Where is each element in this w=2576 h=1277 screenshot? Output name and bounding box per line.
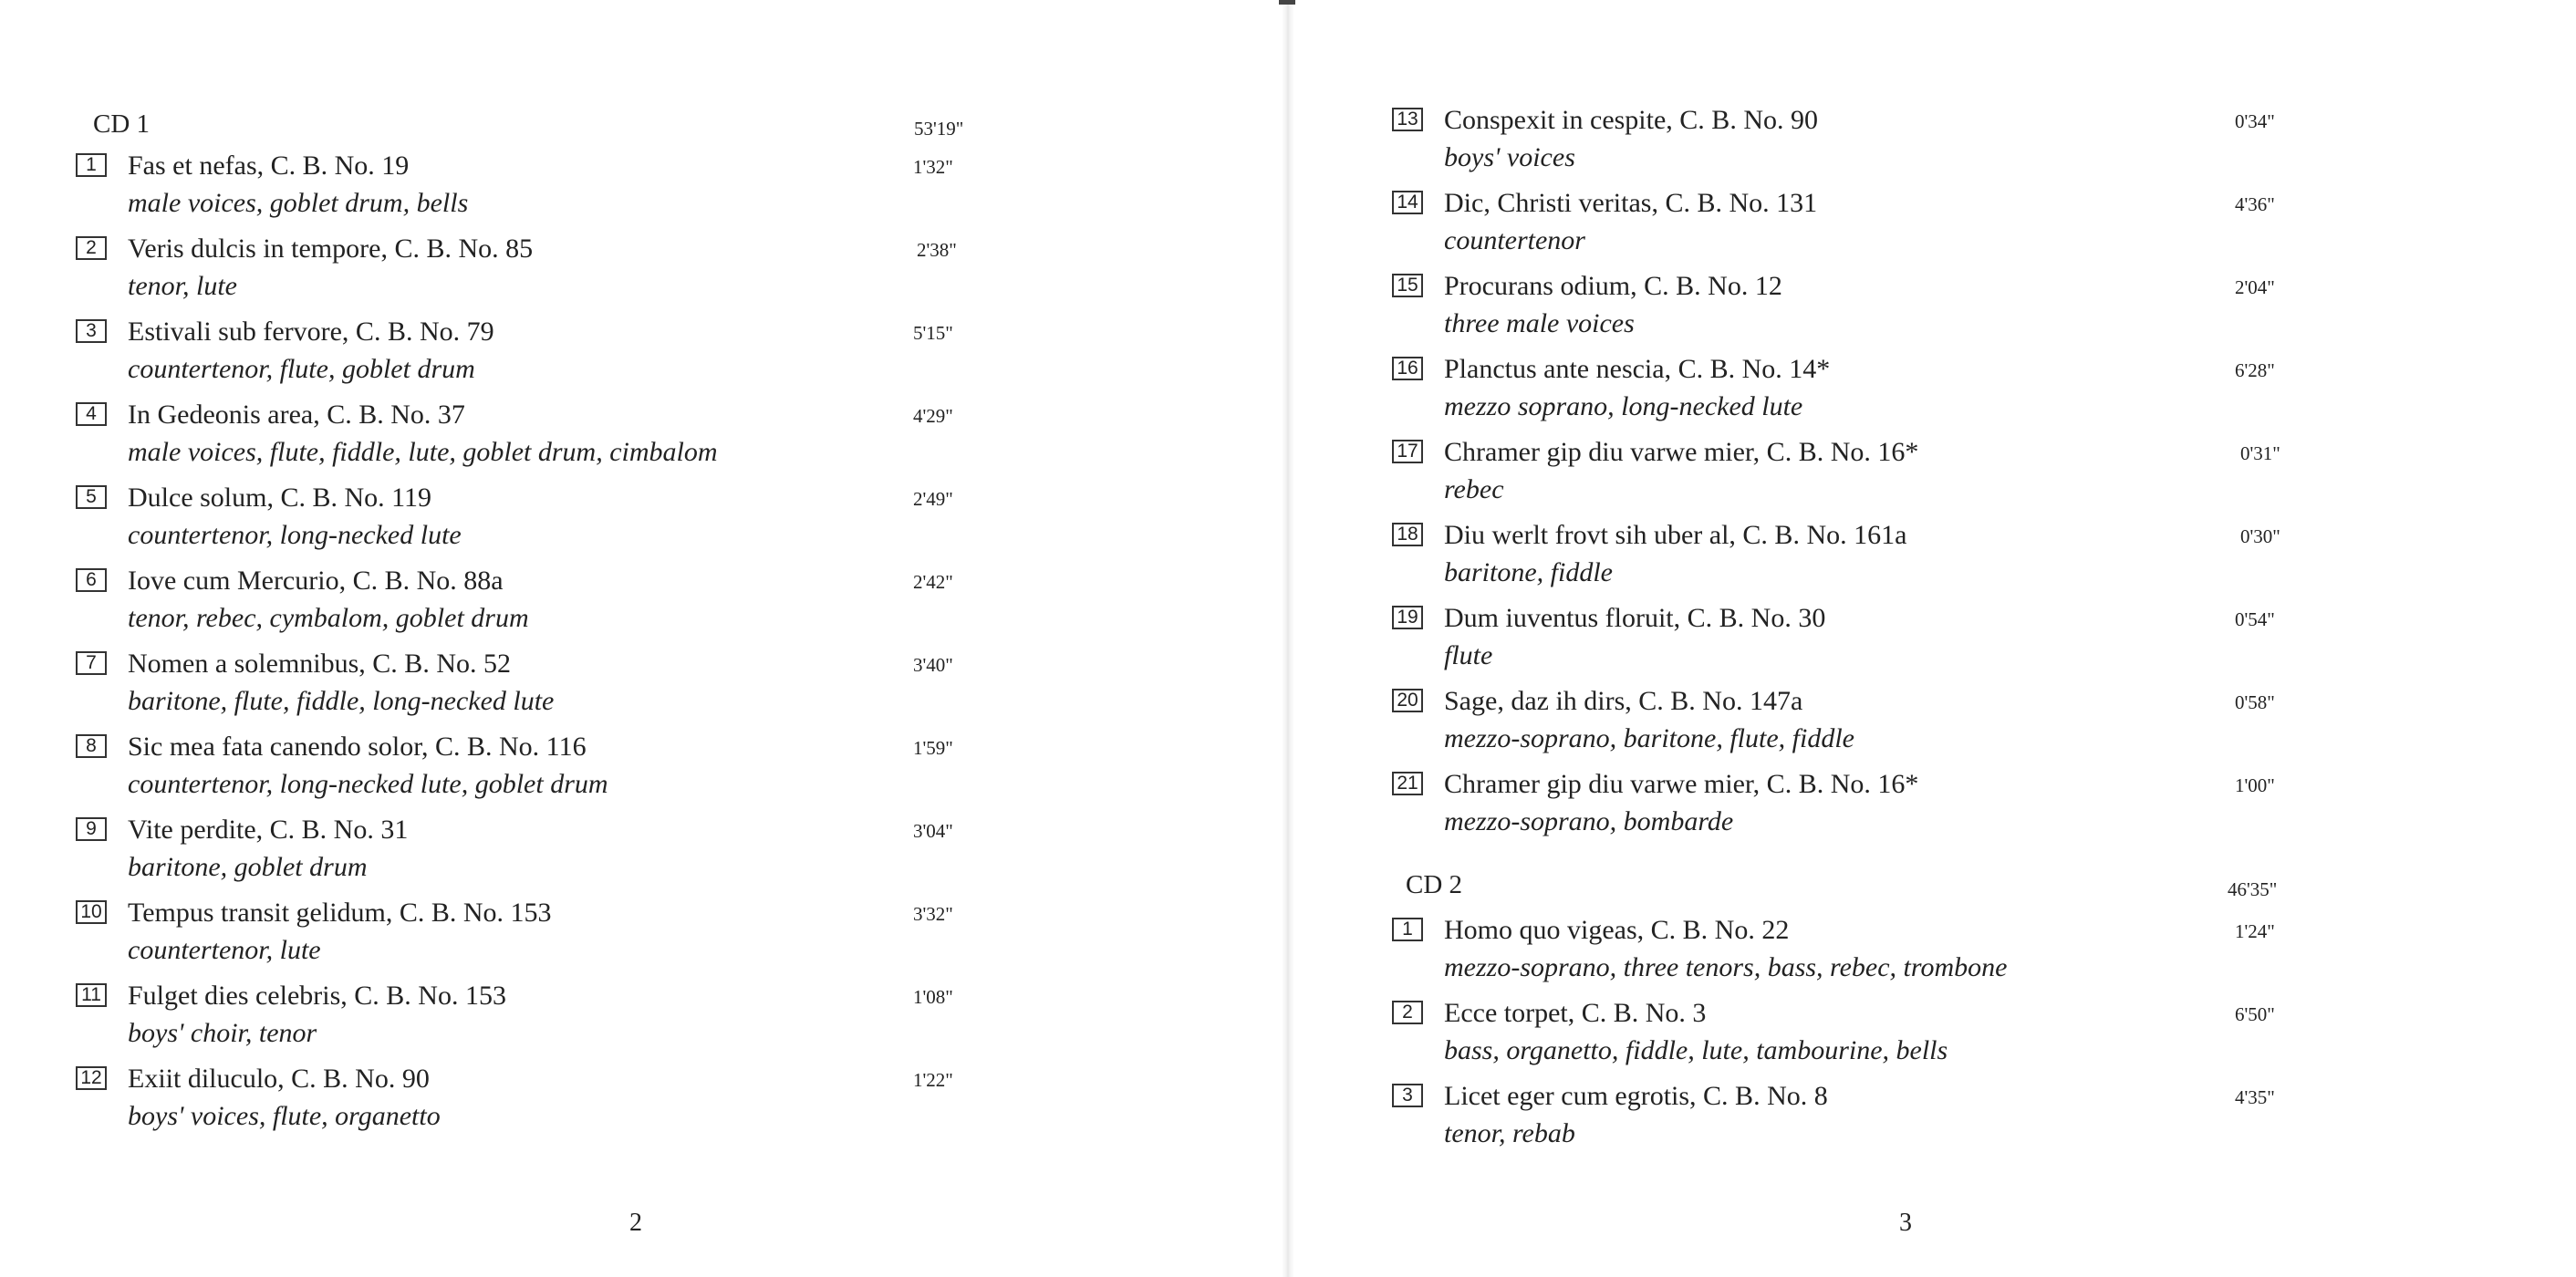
track-performers: baritone, flute, fiddle, long-necked lute [128, 686, 555, 716]
track-performers: boys' voices [1444, 142, 1575, 172]
track-duration: 0'30" [2240, 525, 2280, 547]
track-title: Fulget dies celebris, C. B. No. 153 [128, 981, 506, 1011]
track-duration: 0'31" [2240, 442, 2280, 464]
track-number: 5 [76, 485, 107, 509]
track-cd1-5 [76, 482, 988, 566]
track-performers: rebec [1444, 474, 1504, 504]
track-title: Estivali sub fervore, C. B. No. 79 [128, 317, 494, 347]
track-title: Diu werlt frovt sih uber al, C. B. No. 161a [1444, 520, 1907, 550]
track-title: Sic mea fata canendo solor, C. B. No. 116 [128, 732, 587, 762]
track-title: Tempus transit gelidum, C. B. No. 153 [128, 898, 552, 928]
track-performers: three male voices [1444, 308, 1635, 338]
track-number: 18 [1392, 523, 1423, 546]
track-number: 10 [76, 900, 107, 924]
cd2-label: CD 2 [1406, 870, 1463, 899]
track-duration: 1'00" [2235, 774, 2275, 796]
track-duration: 2'49" [913, 488, 953, 510]
track-cd2-3 [1392, 1080, 2304, 1164]
cd1-label: CD 1 [93, 109, 151, 139]
track-title: Veris dulcis in tempore, C. B. No. 85 [128, 234, 534, 264]
track-title: Licet eger cum egrotis, C. B. No. 8 [1444, 1081, 1828, 1111]
track-number: 16 [1392, 357, 1423, 380]
track-title: Dic, Christi veritas, C. B. No. 131 [1444, 188, 1818, 218]
track-title: Chramer gip diu varwe mier, C. B. No. 16* [1444, 769, 1919, 799]
track-duration: 2'38" [917, 239, 957, 261]
track-performers: baritone, fiddle [1444, 557, 1613, 587]
track-number: 21 [1392, 772, 1423, 795]
track-number: 7 [76, 651, 107, 675]
track-duration: 0'54" [2235, 608, 2275, 630]
track-cd1-18 [1392, 519, 2304, 603]
track-title: Dum iuventus floruit, C. B. No. 30 [1444, 603, 1826, 633]
track-duration: 0'58" [2235, 691, 2275, 713]
track-performers: mezzo-soprano, bombarde [1444, 806, 1734, 836]
track-performers: mezzo-soprano, three tenors, bass, rebec, trombone [1444, 952, 2008, 982]
track-duration: 5'15" [913, 322, 953, 344]
track-number: 12 [76, 1066, 107, 1090]
track-duration: 2'42" [913, 571, 953, 593]
track-number: 9 [76, 817, 107, 841]
track-duration: 2'04" [2235, 276, 2275, 298]
track-duration: 1'59" [913, 737, 953, 759]
track-title: Exiit diluculo, C. B. No. 90 [128, 1064, 430, 1094]
track-performers: tenor, lute [128, 271, 237, 301]
track-performers: baritone, goblet drum [128, 852, 368, 882]
track-cd1-13 [1392, 104, 2304, 188]
track-cd1-3 [76, 316, 988, 400]
track-performers: bass, organetto, fiddle, lute, tambourine, bells [1444, 1035, 1948, 1065]
track-number: 1 [1392, 918, 1423, 941]
track-duration: 1'08" [913, 986, 953, 1008]
track-cd1-19 [1392, 602, 2304, 686]
track-cd1-21 [1392, 768, 2304, 852]
track-number: 2 [76, 236, 107, 260]
track-performers: countertenor, long-necked lute [128, 520, 462, 550]
track-duration: 3'40" [913, 654, 953, 676]
track-number: 3 [76, 319, 107, 343]
track-number: 6 [76, 568, 107, 592]
track-duration: 3'32" [913, 903, 953, 925]
track-number: 8 [76, 734, 107, 758]
track-cd1-17 [1392, 436, 2304, 520]
track-performers: countertenor, flute, goblet drum [128, 354, 475, 384]
track-cd1-7 [76, 648, 988, 732]
track-title: Vite perdite, C. B. No. 31 [128, 815, 409, 845]
track-cd1-10 [76, 897, 988, 981]
track-performers: countertenor, long-necked lute, goblet drum [128, 769, 608, 799]
track-number: 1 [76, 153, 107, 177]
track-title: Procurans odium, C. B. No. 12 [1444, 271, 1782, 301]
track-cd2-1 [1392, 914, 2304, 998]
track-title: Dulce solum, C. B. No. 119 [128, 483, 432, 513]
track-performers: countertenor, lute [128, 935, 321, 965]
track-performers: mezzo soprano, long-necked lute [1444, 391, 1803, 421]
track-number: 14 [1392, 191, 1423, 214]
track-title: Sage, daz ih dirs, C. B. No. 147a [1444, 686, 1803, 716]
track-duration: 4'35" [2235, 1086, 2275, 1108]
track-title: Iove cum Mercurio, C. B. No. 88a [128, 566, 504, 596]
track-title: Homo quo vigeas, C. B. No. 22 [1444, 915, 1790, 945]
track-duration: 4'36" [2235, 193, 2275, 215]
track-cd1-4 [76, 399, 988, 483]
track-title: Chramer gip diu varwe mier, C. B. No. 16* [1444, 437, 1919, 467]
track-duration: 0'34" [2235, 110, 2275, 132]
track-performers: boys' choir, tenor [128, 1018, 317, 1048]
track-duration: 1'22" [913, 1069, 953, 1091]
track-number: 2 [1392, 1001, 1423, 1024]
track-number: 3 [1392, 1084, 1423, 1107]
track-cd1-9 [76, 814, 988, 898]
track-number: 11 [76, 983, 107, 1007]
track-number: 17 [1392, 440, 1423, 463]
track-number: 19 [1392, 606, 1423, 629]
track-number: 4 [76, 402, 107, 426]
track-performers: male voices, goblet drum, bells [128, 188, 469, 218]
page-number-right: 3 [1899, 1209, 1912, 1237]
track-duration: 6'50" [2235, 1003, 2275, 1025]
track-cd1-15 [1392, 270, 2304, 354]
track-performers: tenor, rebab [1444, 1118, 1575, 1148]
track-duration: 3'04" [913, 820, 953, 842]
track-cd1-14 [1392, 187, 2304, 271]
track-cd1-12 [76, 1063, 988, 1147]
track-performers: male voices, flute, fiddle, lute, goblet drum, cimbalom [128, 437, 718, 467]
track-performers: countertenor [1444, 225, 1585, 255]
track-title: Ecce torpet, C. B. No. 3 [1444, 998, 1707, 1028]
track-cd1-6 [76, 565, 988, 649]
cd1-total-duration: 53'19" [914, 118, 964, 140]
track-title: Conspexit in cespite, C. B. No. 90 [1444, 105, 1818, 135]
booklet-page-right [1288, 0, 2576, 1277]
track-title: Planctus ante nescia, C. B. No. 14* [1444, 354, 1831, 384]
cd1-header [93, 108, 964, 140]
track-number: 13 [1392, 108, 1423, 131]
track-performers: tenor, rebec, cymbalom, goblet drum [128, 603, 529, 633]
track-title: Fas et nefas, C. B. No. 19 [128, 151, 410, 181]
track-number: 15 [1392, 274, 1423, 297]
track-performers: mezzo-soprano, baritone, flute, fiddle [1444, 723, 1854, 753]
track-title: Nomen a solemnibus, C. B. No. 52 [128, 649, 511, 679]
track-number: 20 [1392, 689, 1423, 712]
cd2-header [1392, 868, 2304, 901]
track-cd1-2 [76, 233, 988, 317]
track-duration: 6'28" [2235, 359, 2275, 381]
track-duration: 1'24" [2235, 920, 2275, 942]
track-cd1-11 [76, 980, 988, 1064]
track-cd1-20 [1392, 685, 2304, 769]
track-performers: boys' voices, flute, organetto [128, 1101, 441, 1131]
track-title: In Gedeonis area, C. B. No. 37 [128, 400, 465, 430]
track-cd1-8 [76, 731, 988, 815]
track-cd1-16 [1392, 353, 2304, 437]
track-performers: flute [1444, 640, 1493, 670]
track-cd2-2 [1392, 997, 2304, 1081]
cd2-total-duration: 46'35" [2228, 878, 2278, 900]
page-number-left: 2 [629, 1209, 642, 1237]
track-duration: 4'29" [913, 405, 953, 427]
track-cd1-1 [76, 150, 988, 234]
track-duration: 1'32" [913, 156, 953, 178]
